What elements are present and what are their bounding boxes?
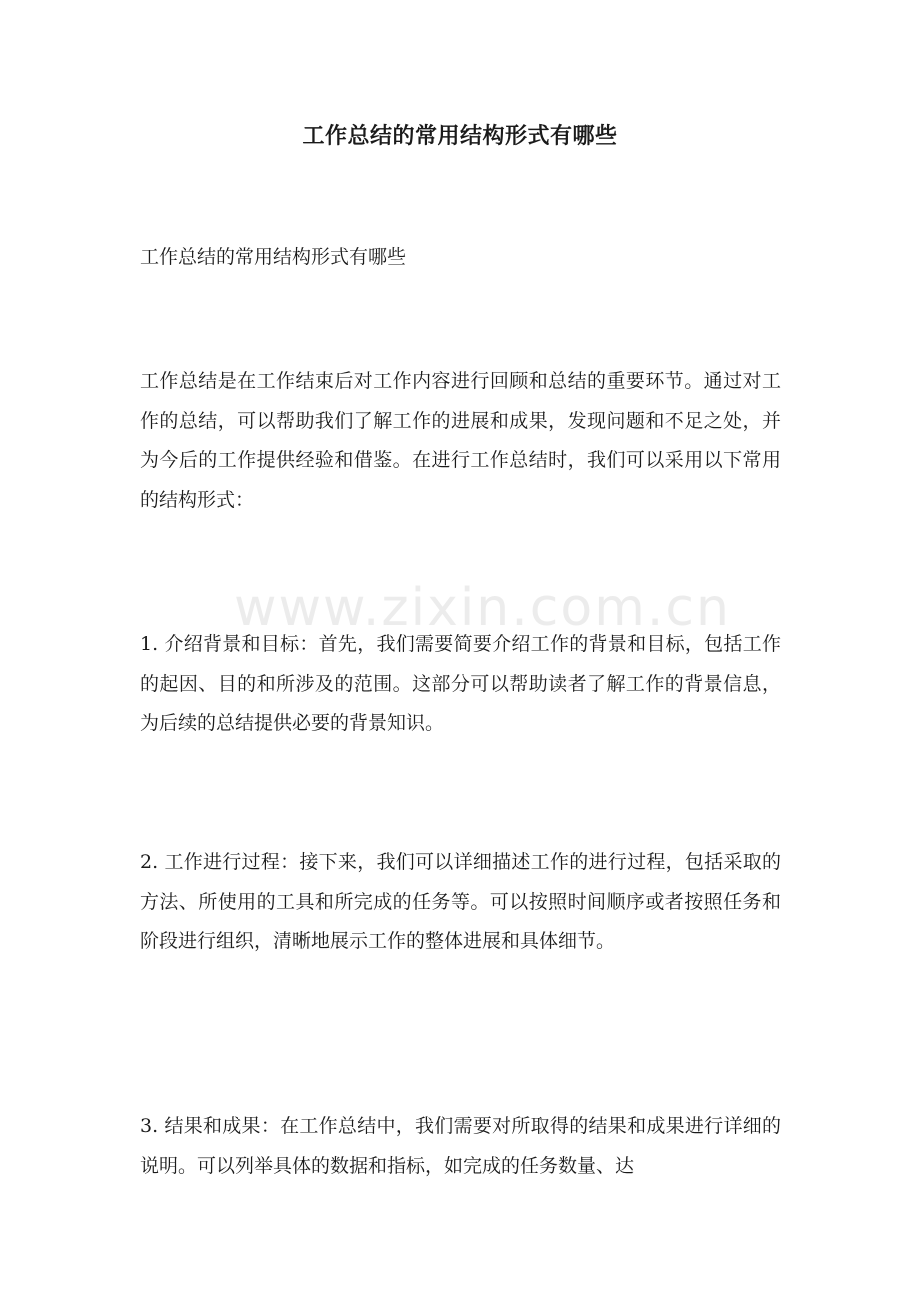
paragraph-results: 3. 结果和成果：在工作总结中，我们需要对所取得的结果和成果进行详细的说明。可以列举具体的数据和指标，如完成的任务数量、达 bbox=[140, 1115, 781, 1177]
watermark: www.zixin.com.cn bbox=[234, 578, 731, 638]
document-title: 工作总结的常用结构形式有哪些 bbox=[302, 123, 618, 149]
paragraph-work-process: 2. 工作进行过程：接下来，我们可以详细描述工作的进行过程，包括采取的方法、所使用的工具和所完成的任务等。可以按照时间顺序或者按照任务和阶段进行组织，清晰地展示工作的整体进展和具体细节。 bbox=[140, 851, 781, 952]
document-subtitle: 工作总结的常用结构形式有哪些 bbox=[140, 246, 407, 268]
paragraph-intro: 工作总结是在工作结束后对工作内容进行回顾和总结的重要环节。通过对工作的总结，可以帮助我们了解工作的进展和成果，发现问题和不足之处，并为今后的工作提供经验和借鉴。在进行工作总结时，我们可以采用以下常用的结构形式： bbox=[140, 370, 781, 511]
paragraph-background-and-goals: 1. 介绍背景和目标：首先，我们需要简要介绍工作的背景和目标，包括工作的起因、目的和所涉及的范围。这部分可以帮助读者了解工作的背景信息，为后续的总结提供必要的背景知识。 bbox=[140, 633, 781, 734]
